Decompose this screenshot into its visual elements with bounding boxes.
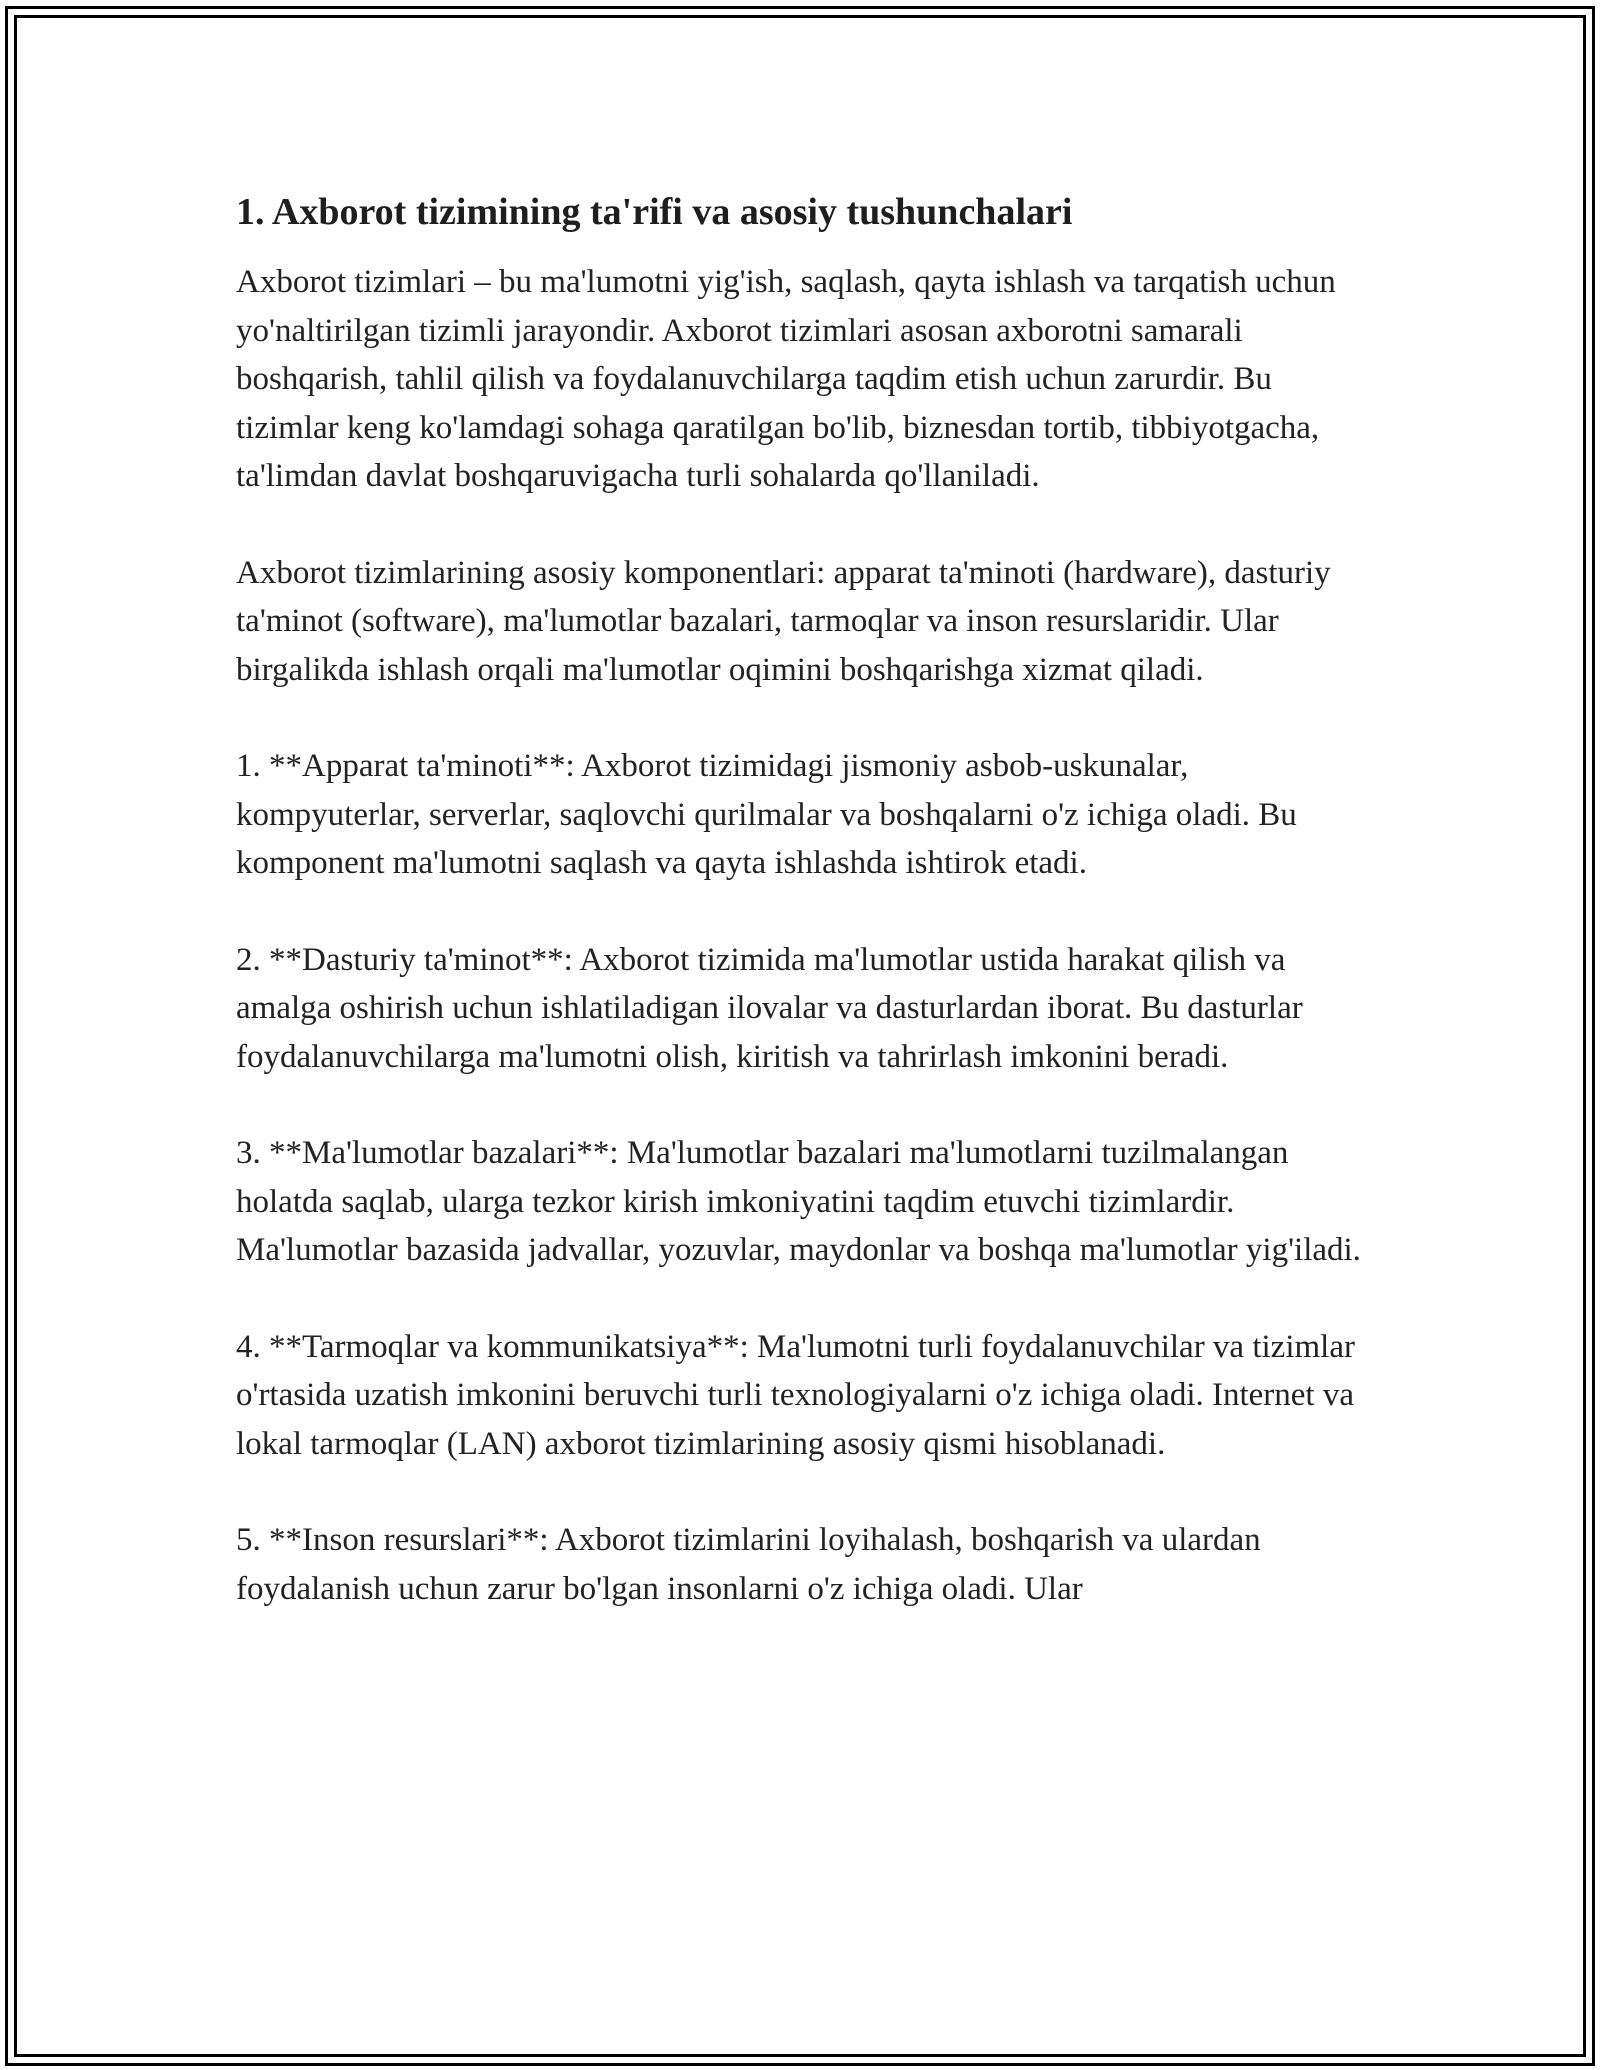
human-resources-paragraph: 5. **Inson resurslari**: Axborot tizimlarini loyihalash, boshqarish va ulardan foydalanish uchun zarur bo'lgan insonlarni o'z ichiga oladi. Ular bbox=[236, 1522, 1261, 1607]
document-body bbox=[236, 186, 1376, 1661]
networks-paragraph: 4. **Tarmoqlar va kommunikatsiya**: Ma'lumotni turli foydalanuvchilar va tizimlar o'rtasida uzatish imkonini beruvchi turli texnologiyalarni o'z ichiga oladi. Internet va lokal tarmoqlar (LAN) axborot tizimlarining asosiy qismi hisoblanadi. bbox=[236, 1328, 1355, 1462]
software-paragraph: 2. **Dasturiy ta'minot**: Axborot tizimida ma'lumotlar ustida harakat qilish va amalga oshirish uchun ishlatiladigan ilovalar va dasturlardan iborat. Bu dasturlar foydalanuvchilarga ma'lumotni olish, kiritish va tahrirlash imkonini beradi. bbox=[236, 941, 1303, 1075]
components-paragraph: Axborot tizimlarining asosiy komponentlari: apparat ta'minoti (hardware), dasturiy ta'minot (software), ma'lumotlar bazalari, tarmoqlar va inson resurslaridir. Ular birgalikda ishlash orqali ma'lumotlar oqimini boshqarishga xizmat qiladi. bbox=[236, 554, 1331, 688]
databases-paragraph: 3. **Ma'lumotlar bazalari**: Ma'lumotlar bazalari ma'lumotlarni tuzilmalangan holatda saqlab, ularga tezkor kirish imkoniyatini taqdim etuvchi tizimlardir. Ma'lumotlar bazasida jadvallar, yozuvlar, maydonlar va boshqa ma'lumotlar yig'iladi. bbox=[236, 1135, 1361, 1268]
section-title: 1. Axborot tizimining ta'rifi va asosiy tushunchalari bbox=[236, 191, 1073, 233]
hardware-paragraph: 1. **Apparat ta'minoti**: Axborot tizimidagi jismoniy asbob-uskunalar, kompyuterlar, serverlar, saqlovchi qurilmalar va boshqalarni o'z ichiga oladi. Bu komponent ma'lumotni saqlash va qayta ishlashda ishtirok etadi. bbox=[236, 748, 1297, 881]
intro-paragraph: Axborot tizimlari – bu ma'lumotni yig'ish, saqlash, qayta ishlash va tarqatish uchun yo'naltirilgan tizimli jarayondir. Axborot tizimlari asosan axborotni samarali boshqarish, tahlil qilish va foydalanuvchilarga taqdim etish uchun zarurdir. Bu tizimlar keng ko'lamdagi sohaga qaratilgan bo'lib, biznesdan tortib, tibbiyotgacha, ta'limdan davlat boshqaruvigacha turli sohalarda qo'llaniladi. bbox=[236, 264, 1336, 494]
